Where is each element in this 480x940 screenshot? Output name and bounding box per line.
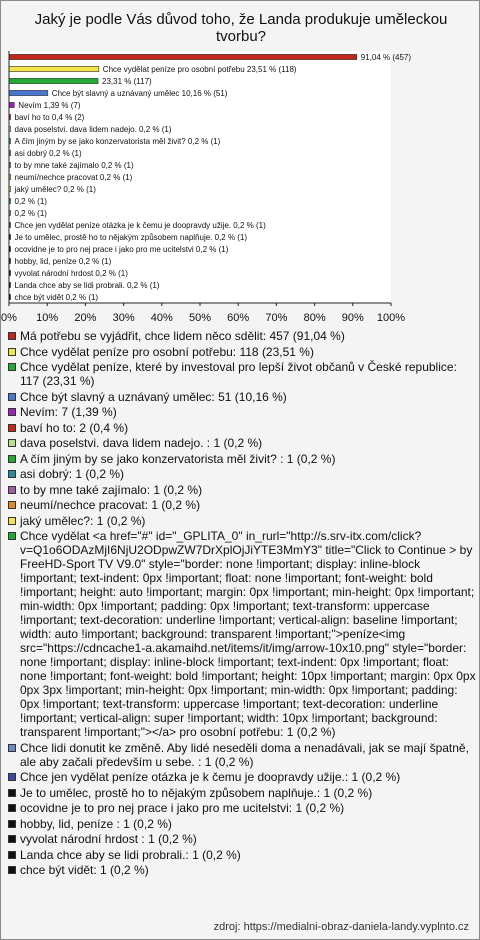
legend-label: jaký umělec?: 1 (0,2 %) (20, 513, 146, 528)
legend-item (8, 741, 476, 769)
legend-swatch (8, 486, 16, 494)
bar-label: to by mne také zajímalo 0,2 % (1) (14, 161, 134, 170)
legend-label: Chce být slavný a uznávaný umělec: 51 (10,16 %) (20, 389, 287, 404)
bar-label: dava poselstvi. dava lidem nadejo. 0,2 % (1) (14, 125, 172, 134)
legend-item (8, 329, 476, 343)
legend-label: Chce lidi donutit ke změně. Aby lidé neseděli doma a nenadávali, jak se mají špatně, ale aby začali především u sebe. : 1 (0,2 %) (20, 740, 469, 769)
legend-item (8, 467, 476, 481)
legend-swatch (8, 820, 16, 828)
legend-item (8, 452, 476, 466)
legend-label: A čím jiným by se jako konzervatorista měl živit? : 1 (0,2 %) (20, 451, 336, 466)
bar-label: 0,2 % (1) (14, 209, 47, 218)
legend-item (8, 863, 476, 877)
legend-label: Chce vydělat peníze, které by investoval pro lepší život občanů v České republice: 117 (23,31 %) (20, 360, 457, 388)
legend-label: vyvolat národní hrdost : 1 (0,2 %) (20, 832, 197, 846)
bar (9, 78, 98, 83)
legend-label: chce být vidět: 1 (0,2 %) (20, 863, 149, 877)
legend-swatch (8, 424, 16, 432)
bar-label: Je to umělec, prostě ho to nějakým způsobem naplňuje. 0,2 % (1) (14, 233, 248, 242)
legend-item (8, 514, 476, 528)
legend-item (8, 832, 476, 846)
legend-item (8, 498, 476, 512)
bar-label: chce být vidět 0,2 % (1) (14, 293, 99, 302)
legend-swatch (8, 408, 16, 416)
bar-label: jaký umělec? 0,2 % (1) (14, 185, 96, 194)
legend-swatch (8, 455, 16, 463)
x-tick-label: 80% (303, 312, 326, 324)
chart-title: Jaký je podle Vás důvod toho, že Landa produkuje uměleckou tvorbu? (34, 11, 448, 45)
legend-item (8, 786, 476, 800)
legend-swatch (8, 501, 16, 509)
bar-label: Landa chce aby se lidi probrali. 0,2 % (1) (14, 281, 160, 290)
chart-legend (8, 329, 476, 879)
legend-label: asi dobrý: 1 (0,2 %) (20, 467, 125, 481)
bar-label: A čím jiným by se jako konzervatorista měl živit? 0,2 % (1) (14, 137, 221, 146)
bar-chart (1, 51, 479, 326)
x-tick-label: 70% (265, 312, 288, 324)
legend-label: neumí/nechce pracovat: 1 (0,2 %) (20, 498, 201, 512)
x-tick-label: 50% (188, 312, 212, 324)
bar-label: Chce být slavný a uznávaný umělec 10,16 % (51) (51, 89, 228, 98)
bar-label: 23,31 % (117) (102, 77, 152, 86)
legend-swatch (8, 851, 16, 859)
x-tick-label: 60% (227, 312, 250, 324)
legend-swatch (8, 439, 16, 447)
legend-item (8, 483, 476, 497)
legend-swatch (8, 773, 16, 781)
legend-item (8, 801, 476, 815)
x-tick-label: 90% (341, 312, 364, 324)
bar-label: 91,04 % (457) (360, 53, 412, 62)
legend-item (8, 848, 476, 862)
legend-item (8, 529, 476, 739)
legend-item (8, 770, 476, 784)
legend-swatch (8, 332, 16, 340)
legend-label: Má potřebu se vyjádřit, chce lidem něco sdělit: 457 (91,04 %) (20, 329, 345, 343)
bar-label: vyvolat národní hrdost 0,2 % (1) (14, 269, 128, 278)
legend-label: Chce vydělat <a href="#" id="_GPLITA_0" in_rurl="http://s.srv-itx.com/click?v=Q1o6ODAzMjI6NjU2ODpwZW7DrXplOjJiYTE3MmY3" title="Click to Continue > by FreeHD-Sport TV V9.0" style="border: none !important; display: inline-block !important; text-indent: 0px !important; float: none !important; font-weight: bold !important; height: auto !important; margin: 0px !important; min-height: 0px !important; min-width: 0px !important; padding: 0px !important; text-transform: uppercase !important; text-decoration: underline !important; vertical-align: baseline !important; width: auto !important; background: transparent !important;">peníze<img src="https://cdncache1-a.akamaihd.net/items/it/img/arrow-10x10.png" style="border: none !important; display: inline-block !important; text-indent: 0px !important; float: none !important; font-weight: bold !important; height: 10px !important; margin: 0px 0px 0px 3px !important; min-height: 0px !important; min-width: 0px !important; padding: 0px !important; text-transform: uppercase !important; text-decoration: underline !important; vertical-align: super !important; width: 10px !important; background: transparent !important;"></a> pro osobní potřebu: 1 (0,2 %) (20, 529, 476, 739)
legend-label: Je to umělec, prostě ho to nějakým způsobem naplňuje.: 1 (0,2 %) (20, 785, 373, 800)
legend-label: baví ho to: 2 (0,4 %) (20, 420, 129, 435)
legend-label: ocovidne je to pro nej prace i jako pro me ucitelstvi: 1 (0,2 %) (20, 801, 345, 815)
legend-item (8, 817, 476, 831)
legend-item (8, 405, 476, 419)
bar (9, 90, 48, 95)
legend-label: Chce vydělat peníze pro osobní potřebu: 118 (23,51 %) (20, 344, 314, 359)
bar (9, 66, 99, 71)
legend-swatch (8, 789, 16, 797)
source-caption: zdroj: https://medialni-obraz-daniela-landy.vyplnto.cz (213, 921, 469, 933)
legend-swatch (8, 804, 16, 812)
x-tick-label: 40% (150, 312, 173, 324)
legend-item (8, 360, 476, 388)
bar-label: neumí/nechce pracovat 0,2 % (1) (14, 173, 133, 182)
legend-swatch (8, 744, 16, 752)
x-tick-label: 0% (1, 312, 17, 324)
legend-swatch (8, 866, 16, 874)
legend-label: dava poselstvi. dava lidem nadejo. : 1 (0,2 %) (20, 436, 263, 450)
bar-label: Chce vydělat peníze pro osobní potřebu 23,51 % (118) (102, 65, 297, 74)
bar-label: Nevím 1,39 % (7) (18, 101, 81, 110)
bar-label: baví ho to 0,4 % (2) (14, 113, 85, 122)
bar (9, 54, 357, 59)
legend-swatch (8, 470, 16, 478)
bar-label: 0,2 % (1) (14, 197, 47, 206)
bar-label: Chce jen vydělat peníze otázka je k čemu je doopravdy užije. 0,2 % (1) (14, 221, 266, 230)
legend-swatch (8, 348, 16, 356)
legend-label: Nevím: 7 (1,39 %) (20, 405, 117, 419)
legend-swatch (8, 532, 16, 540)
legend-item (8, 345, 476, 359)
legend-swatch (8, 393, 16, 401)
x-tick-label: 30% (112, 312, 135, 324)
x-tick-label: 20% (74, 312, 97, 324)
legend-label: hobby, lid, peníze : 1 (0,2 %) (20, 816, 172, 831)
legend-label: Chce jen vydělat peníze otázka je k čemu je doopravdy užije.: 1 (0,2 %) (20, 770, 401, 784)
legend-item (8, 390, 476, 404)
legend-label: to by mne také zajímalo: 1 (0,2 %) (20, 482, 203, 497)
legend-swatch (8, 517, 16, 525)
x-tick-label: 100% (376, 312, 406, 324)
legend-swatch (8, 835, 16, 843)
bar-label: ocovidne je to pro nej prace i jako pro me ucitelstvi 0,2 % (1) (14, 245, 229, 254)
bar (9, 102, 14, 107)
legend-item (8, 436, 476, 450)
legend-swatch (8, 363, 16, 371)
legend-item (8, 421, 476, 435)
legend-label: Landa chce aby se lidi probrali.: 1 (0,2 %) (20, 847, 241, 862)
x-tick-label: 10% (36, 312, 59, 324)
bar-label: hobby, lid, peníze 0,2 % (1) (14, 257, 112, 266)
bar-label: asi dobrý 0,2 % (1) (14, 149, 82, 158)
